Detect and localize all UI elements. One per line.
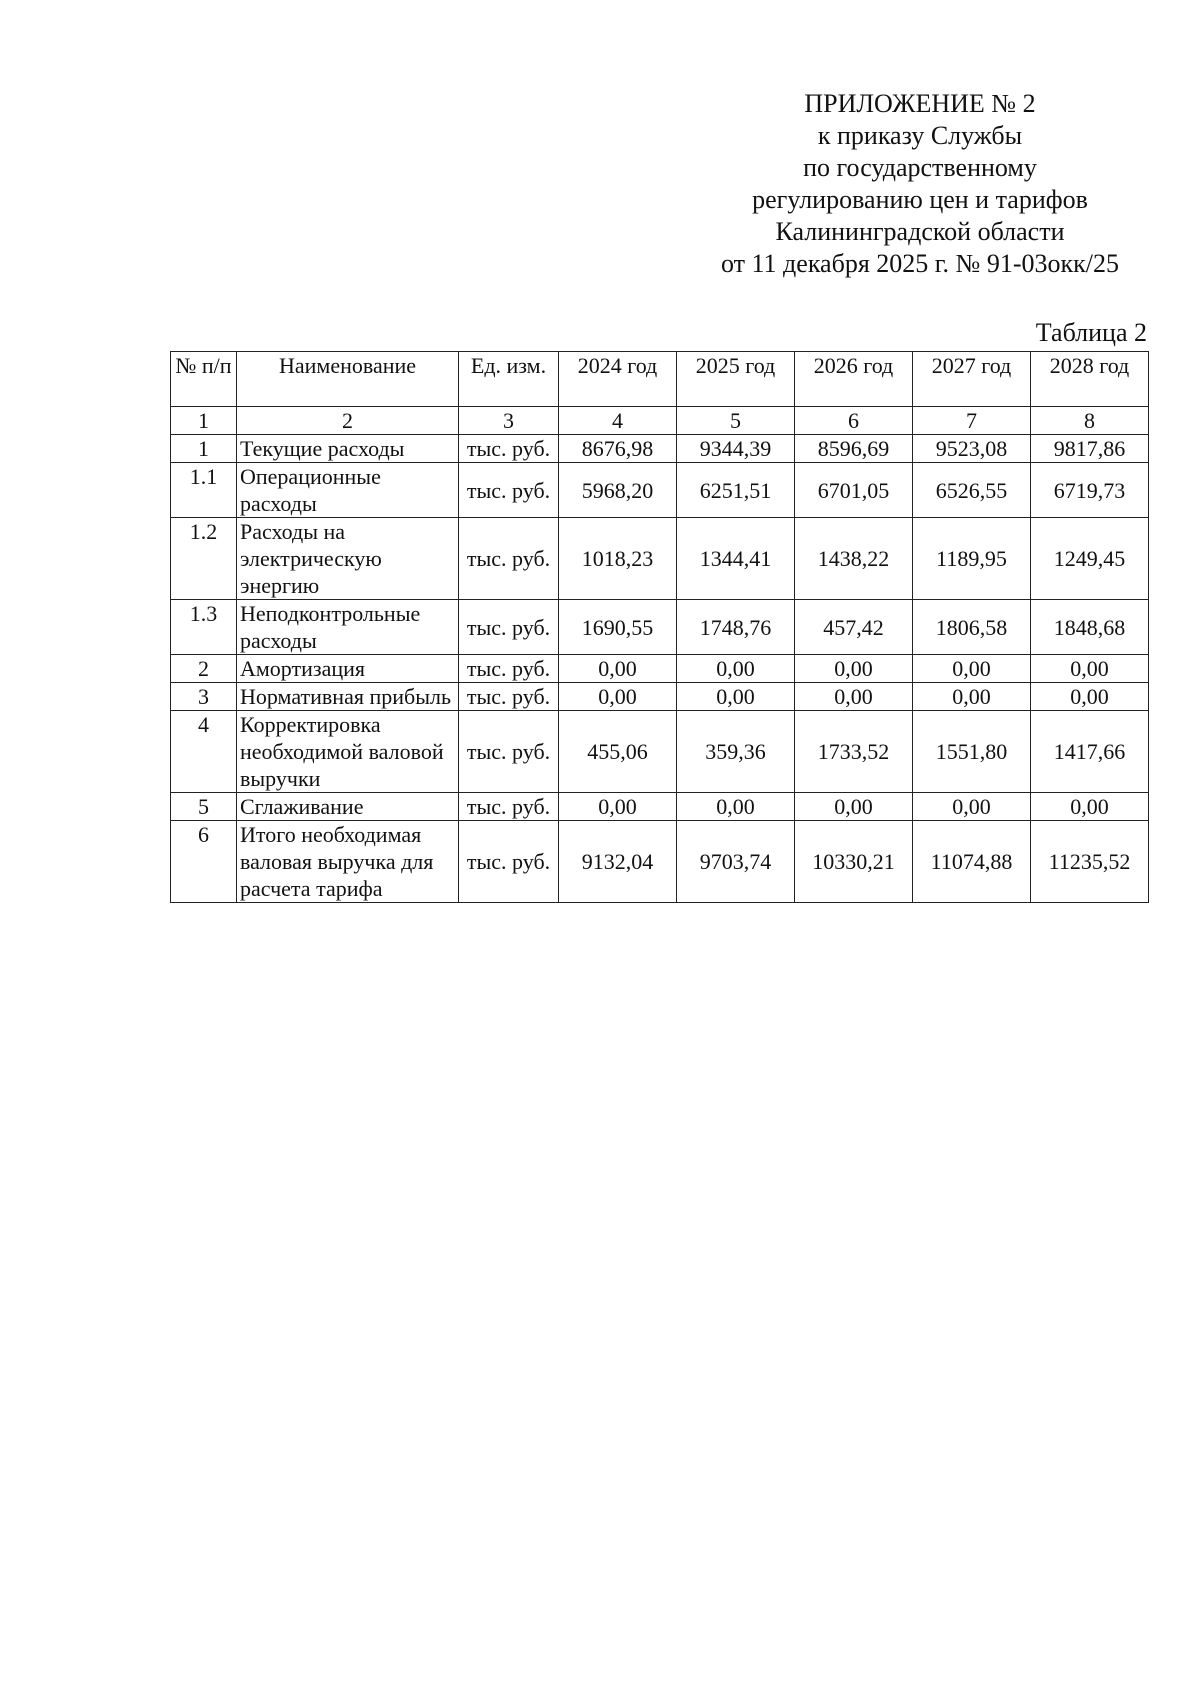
row-value: 1189,95 xyxy=(913,518,1031,600)
row-number: 1 xyxy=(171,435,237,463)
row-number: 6 xyxy=(171,821,237,903)
row-value: 1848,68 xyxy=(1031,600,1149,655)
appendix-line-regulation: регулированию цен и тарифов xyxy=(752,185,1088,214)
row-number: 1.1 xyxy=(171,463,237,518)
header-year-2025: 2025 год xyxy=(677,352,795,407)
row-name: Операционные расходы xyxy=(237,463,459,518)
column-number: 3 xyxy=(459,407,559,435)
column-number: 5 xyxy=(677,407,795,435)
row-value: 0,00 xyxy=(795,793,913,821)
appendix-line-order: к приказу Службы xyxy=(817,121,1023,150)
row-value: 9344,39 xyxy=(677,435,795,463)
header-year-2026: 2026 год xyxy=(795,352,913,407)
row-value: 11235,52 xyxy=(1031,821,1149,903)
row-value: 0,00 xyxy=(1031,793,1149,821)
row-unit: тыс. руб. xyxy=(459,463,559,518)
row-unit: тыс. руб. xyxy=(459,821,559,903)
row-value: 10330,21 xyxy=(795,821,913,903)
table-row xyxy=(171,793,1149,821)
budget-table xyxy=(170,351,1149,903)
row-value: 5968,20 xyxy=(559,463,677,518)
table-row xyxy=(171,683,1149,711)
row-value: 457,42 xyxy=(795,600,913,655)
header-year-2027: 2027 год xyxy=(913,352,1031,407)
appendix-line-region: Калининградской области xyxy=(775,217,1065,246)
row-value: 0,00 xyxy=(1031,655,1149,683)
row-value: 11074,88 xyxy=(913,821,1031,903)
row-unit: тыс. руб. xyxy=(459,518,559,600)
row-value: 9817,86 xyxy=(1031,435,1149,463)
row-value: 6719,73 xyxy=(1031,463,1149,518)
row-value: 0,00 xyxy=(1031,683,1149,711)
table-row xyxy=(171,463,1149,518)
column-number: 2 xyxy=(237,407,459,435)
row-value: 0,00 xyxy=(913,655,1031,683)
table-row xyxy=(171,518,1149,600)
row-unit: тыс. руб. xyxy=(459,711,559,793)
row-value: 1690,55 xyxy=(559,600,677,655)
row-value: 8596,69 xyxy=(795,435,913,463)
row-value: 9703,74 xyxy=(677,821,795,903)
row-value: 0,00 xyxy=(795,655,913,683)
row-value: 0,00 xyxy=(913,683,1031,711)
row-value: 0,00 xyxy=(677,655,795,683)
row-value: 1748,76 xyxy=(677,600,795,655)
row-value: 1806,58 xyxy=(913,600,1031,655)
column-number: 8 xyxy=(1031,407,1149,435)
row-value: 1438,22 xyxy=(795,518,913,600)
header-num: № п/п xyxy=(171,352,237,407)
row-value: 9523,08 xyxy=(913,435,1031,463)
header-unit: Ед. изм. xyxy=(459,352,559,407)
row-name: Нормативная прибыль xyxy=(237,683,459,711)
row-value: 9132,04 xyxy=(559,821,677,903)
row-value: 0,00 xyxy=(913,793,1031,821)
row-name: Амортизация xyxy=(237,655,459,683)
row-value: 8676,98 xyxy=(559,435,677,463)
row-number: 3 xyxy=(171,683,237,711)
row-value: 1551,80 xyxy=(913,711,1031,793)
row-number: 1.3 xyxy=(171,600,237,655)
table-row xyxy=(171,600,1149,655)
column-number: 7 xyxy=(913,407,1031,435)
row-value: 1018,23 xyxy=(559,518,677,600)
row-value: 0,00 xyxy=(677,683,795,711)
appendix-title: ПРИЛОЖЕНИЕ № 2 xyxy=(804,89,1036,118)
appendix-line-service: по государственному xyxy=(803,153,1037,182)
row-name: Итого необходимая валовая выручка для расчета тарифа xyxy=(237,821,459,903)
column-number: 6 xyxy=(795,407,913,435)
appendix-header xyxy=(690,88,1150,280)
row-value: 0,00 xyxy=(795,683,913,711)
appendix-line-date: от 11 декабря 2025 г. № 91-03окк/25 xyxy=(721,249,1119,278)
row-value: 455,06 xyxy=(559,711,677,793)
row-value: 359,36 xyxy=(677,711,795,793)
row-value: 0,00 xyxy=(559,655,677,683)
row-unit: тыс. руб. xyxy=(459,435,559,463)
row-name: Корректировка необходимой валовой выручки xyxy=(237,711,459,793)
table-header-row xyxy=(171,352,1149,407)
row-value: 1417,66 xyxy=(1031,711,1149,793)
table-row xyxy=(171,711,1149,793)
row-unit: тыс. руб. xyxy=(459,600,559,655)
column-number: 4 xyxy=(559,407,677,435)
header-year-2024: 2024 год xyxy=(559,352,677,407)
row-value: 1344,41 xyxy=(677,518,795,600)
header-year-2028: 2028 год xyxy=(1031,352,1149,407)
table-label: Таблица 2 xyxy=(1035,318,1147,347)
table-row xyxy=(171,821,1149,903)
row-unit: тыс. руб. xyxy=(459,683,559,711)
row-value: 6251,51 xyxy=(677,463,795,518)
table-row xyxy=(171,435,1149,463)
row-value: 1733,52 xyxy=(795,711,913,793)
row-value: 1249,45 xyxy=(1031,518,1149,600)
row-value: 0,00 xyxy=(559,683,677,711)
row-number: 1.2 xyxy=(171,518,237,600)
table-row xyxy=(171,655,1149,683)
row-name: Текущие расходы xyxy=(237,435,459,463)
row-number: 4 xyxy=(171,711,237,793)
row-name: Неподконтрольные расходы xyxy=(237,600,459,655)
row-value: 0,00 xyxy=(677,793,795,821)
row-name: Расходы на электрическую энергию xyxy=(237,518,459,600)
column-number-row xyxy=(171,407,1149,435)
row-name: Сглаживание xyxy=(237,793,459,821)
row-value: 6701,05 xyxy=(795,463,913,518)
column-number: 1 xyxy=(171,407,237,435)
row-unit: тыс. руб. xyxy=(459,793,559,821)
row-number: 2 xyxy=(171,655,237,683)
row-value: 0,00 xyxy=(559,793,677,821)
row-number: 5 xyxy=(171,793,237,821)
row-unit: тыс. руб. xyxy=(459,655,559,683)
header-name: Наименование xyxy=(237,352,459,407)
row-value: 6526,55 xyxy=(913,463,1031,518)
